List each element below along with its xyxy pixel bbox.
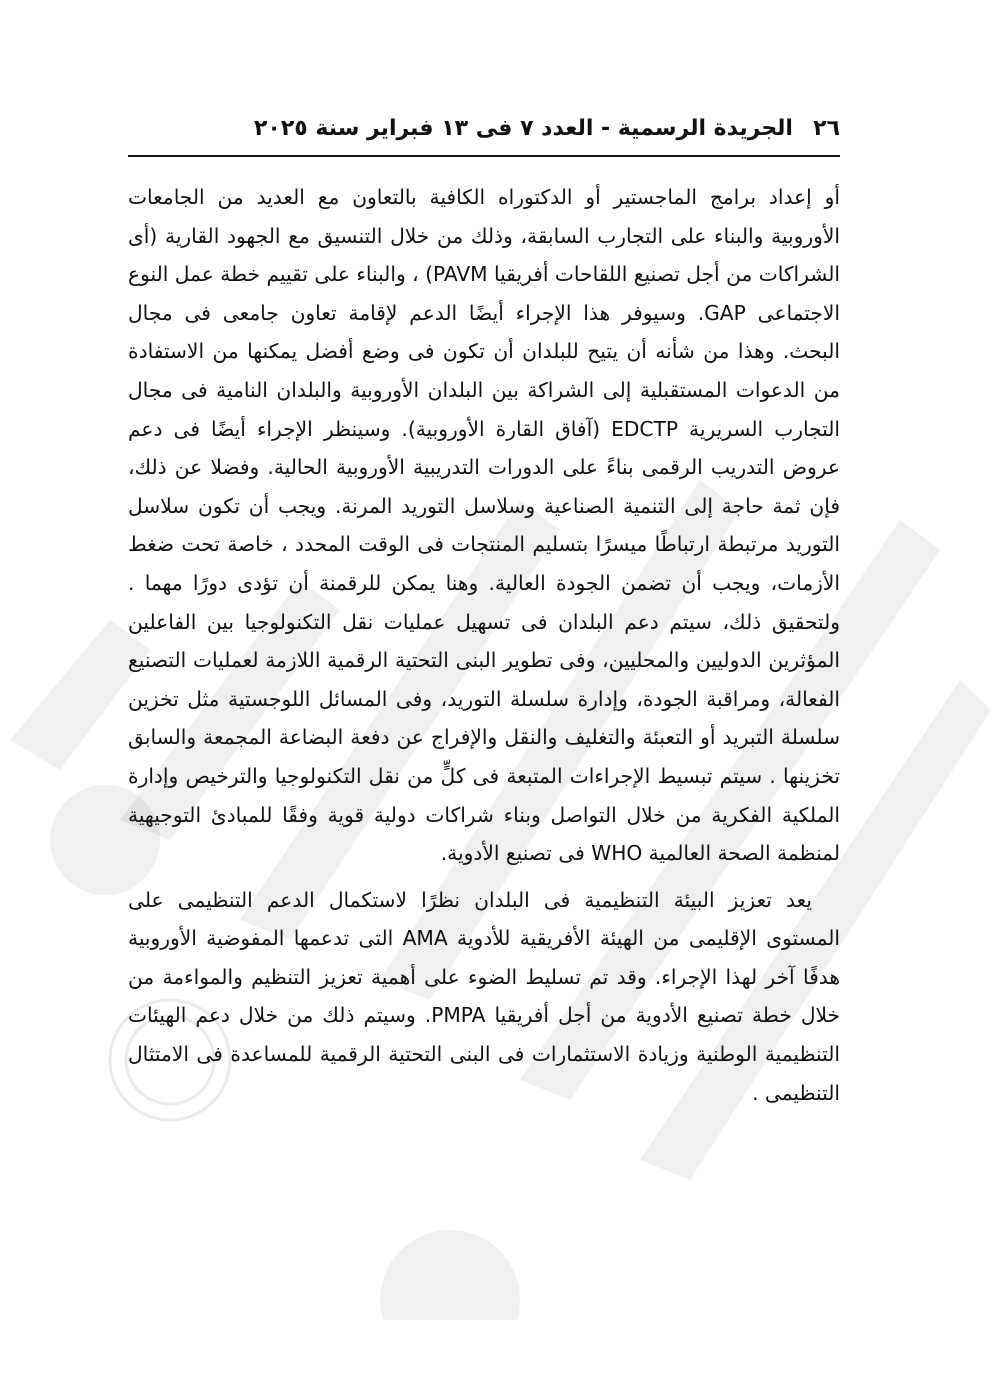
header-divider [128, 155, 840, 157]
page-header [128, 112, 840, 148]
paragraph: أو إعداد برامج الماجستير أو الدكتوراه الكافية بالتعاون مع العديد من الجامعات الأوروبية والبناء على التجارب السابقة، وذلك من خلال التنسيق مع الجهود القارية (أى الشراكات من أجل تصنيع اللقاحات أفريقيا PAVM) ، والبناء على تقييم خطة عمل النوع الاجتماعى GAP. وسيوفر هذا الإجراء أيضًا الدعم لإقامة تعاون جامعى فى مجال البحث. وهذا من شأنه أن يتيح للبلدان أن تكون فى وضع أفضل يمكنها من الاستفادة من الدعوات المستقبلية إلى الشراكة بين البلدان الأوروبية والبلدان النامية فى مجال التجارب السريرية EDCTP (آفاق القارة الأوروبية). وسينظر الإجراء أيضًا فى دعم عروض التدريب الرقمى بناءً على الدورات التدريبية الأوروبية الحالية. وفضلا عن ذلك، فإن ثمة حاجة إلى التنمية الصناعية وسلاسل التوريد المرنة. ويجب أن تكون سلاسل التوريد مرتبطة ارتباطًا ميسرًا بتسليم المنتجات فى الوقت المحدد ، خاصة تحت ضغط الأزمات، ويجب أن تضمن الجودة العالية. وهنا يمكن للرقمنة أن تؤدى دورًا مهما . ولتحقيق ذلك، سيتم دعم البلدان فى تسهيل عمليات نقل التكنولوجيا بين الفاعلين المؤثرين الدوليين والمحليين، وفى تطوير البنى التحتية الرقمية اللازمة لعمليات التصنيع الفعالة، ومراقبة الجودة، وإدارة سلسلة التوريد، وفى المسائل اللوجستية مثل تخزين سلسلة التبريد أو التعبئة والتغليف والنقل والإفراج عن دفعة البضاعة المجمعة والسابق تخزينها . سيتم تبسيط الإجراءات المتبعة فى كلٍّ من نقل التكنولوجيا والترخيص وإدارة الملكية الفكرية من خلال التواصل وبناء شراكات دولية قوية وفقًا للمبادئ التوجيهية لمنظمة الصحة العالمية WHO فى تصنيع الأدوية. [128, 185, 840, 866]
paragraph: يعد تعزيز البيئة التنظيمية فى البلدان نظرًا لاستكمال الدعم التنظيمى على المستوى الإقليمى من الهيئة الأفريقية للأدوية AMA التى تدعمها المفوضية الأوروبية هدفًا آخر لهذا الإجراء. وقد تم تسليط الضوء على أهمية تعزيز التنظيم والمواءمة من خلال خطة تصنيع الأدوية من أجل أفريقيا PMPA. وسيتم ذلك من خلال دعم الهيئات التنظيمية الوطنية وزيادة الاستثمارات فى البنى التحتية الرقمية للمساعدة فى الامتثال التنظيمى . [128, 887, 841, 1105]
article-body [128, 178, 840, 1112]
page-number: ٢٦ [813, 116, 840, 141]
running-title: الجريدة الرسمية - العدد ٧ فى ١٣ فبراير سنة ٢٠٢٥ [254, 116, 793, 141]
